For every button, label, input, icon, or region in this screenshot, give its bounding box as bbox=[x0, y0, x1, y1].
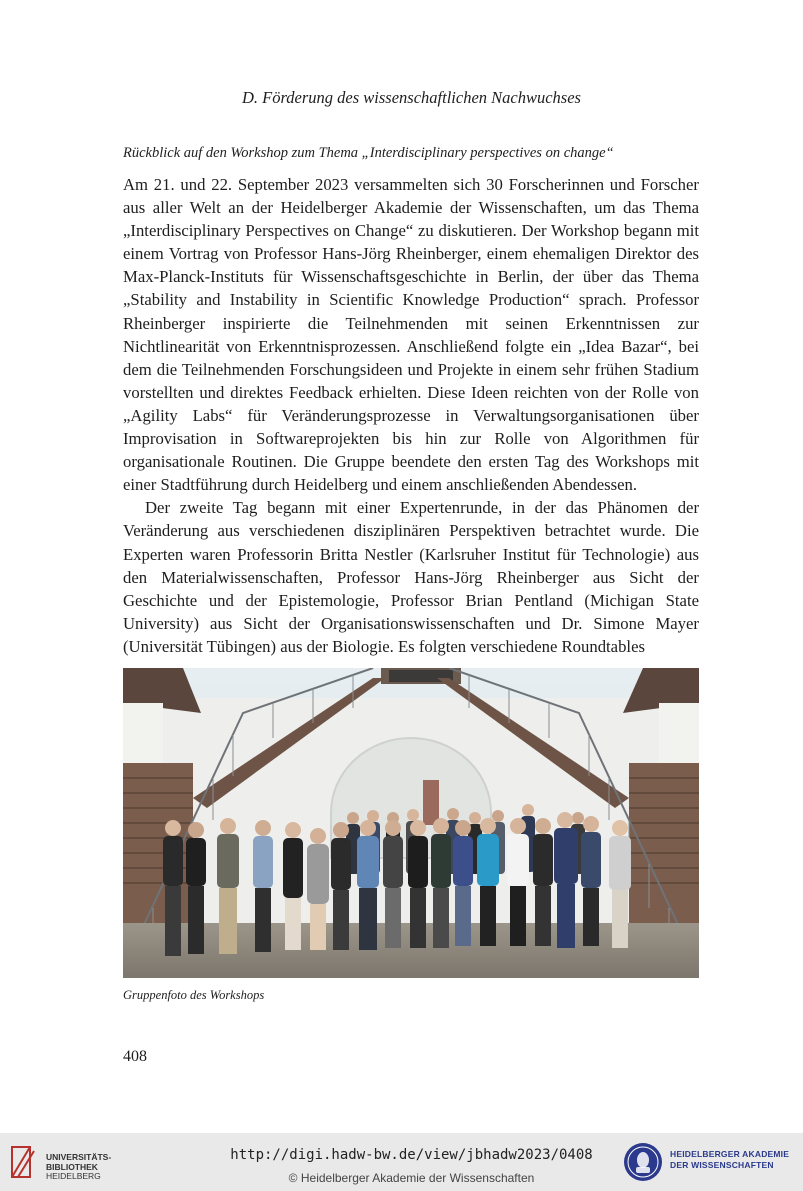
permalink-url[interactable]: http://digi.hadw-bw.de/view/jbhadw2023/0408 bbox=[230, 1147, 593, 1163]
hadw-logo-line-2: DER WISSENSCHAFTEN bbox=[670, 1160, 774, 1170]
copyright-notice: © Heidelberger Akademie der Wissenschaften bbox=[288, 1171, 535, 1185]
hadw-seal-icon bbox=[622, 1141, 664, 1183]
paragraph-2: Der zweite Tag begann mit einer Expertenrunde, in der das Phänomen der Veränderung aus verschiedenen disziplinären Perspektiven betrachtet wurde. Die Experten waren Professorin Britta Nestler (Karlsruher Institut für Technologie) aus den Materialwissenschaften, Professor Hans-Jörg Rheinberger aus Sicht der Geschichte und der Epistemologie, Professor Brian Pentland (Michigan State University) aus Sicht der Organisationswissenschaften und Dr. Simone Mayer (Universität Tübingen) aus der Biologie. Es folgten verschiedene Roundtables bbox=[123, 498, 699, 656]
hadw-logo-text bbox=[670, 1149, 789, 1171]
ub-logo-line-3: HEIDELBERG bbox=[46, 1171, 101, 1181]
photo-caption: Gruppenfoto des Workshops bbox=[123, 988, 265, 1002]
section-subhead: Rückblick auf den Workshop zum Thema „Interdisciplinary perspectives on change“ bbox=[123, 145, 614, 161]
body-text bbox=[123, 173, 699, 658]
group-photo bbox=[123, 668, 699, 978]
page-number: 408 bbox=[123, 1048, 147, 1065]
footer-bar bbox=[0, 1133, 803, 1191]
hadw-logo[interactable] bbox=[622, 1141, 797, 1183]
hadw-logo-line-1: HEIDELBERGER AKADEMIE bbox=[670, 1149, 790, 1159]
running-head: D. Förderung des wissenschaftlichen Nachwuchses bbox=[242, 88, 581, 107]
ub-logo-line-2: BIBLIOTHEK bbox=[46, 1161, 98, 1172]
ub-logo-line-1: UNIVERSITÄTS- bbox=[46, 1152, 112, 1162]
paragraph-1: Am 21. und 22. September 2023 versammelten sich 30 Forscherinnen und Forscher aus aller Welt an der Heidelberger Akademie der Wissenschaften, um das Thema „Interdisciplinary Perspectives on Change“ zu diskutieren. Der Workshop begann mit einem Vortrag von Professor Hans-Jörg Rheinberger, einem ehemaligen Direktor des Max-Planck-Instituts für Wissenschaftsgeschichte in Berlin, der über das Thema „Stability and Instability in Scientific Knowledge Production“ sprach. Professor Rheinberger inspirierte die Teilnehmenden mit seinen Erkenntnissen zur Nichtlinearität von Erkenntnisprozessen. Anschließend folgte ein „Idea Bazar“, bei dem die Teilnehmenden Forschungsideen und Projekte in einem sehr frühen Stadium vorstellten und direktes Feedback erhielten. Diese Ideen reichten von der Rolle von „Agility Labs“ für Veränderungsprozesse in Verwaltungsorganisationen über Improvisation in Softwareprojekten bis hin zur Rolle von Algorithmen für organisationale Routinen. Die Gruppe beendete den ersten Tag des Workshops mit einer Stadtführung durch Heidelberg und einem anschließenden Abendessen. bbox=[123, 175, 699, 495]
